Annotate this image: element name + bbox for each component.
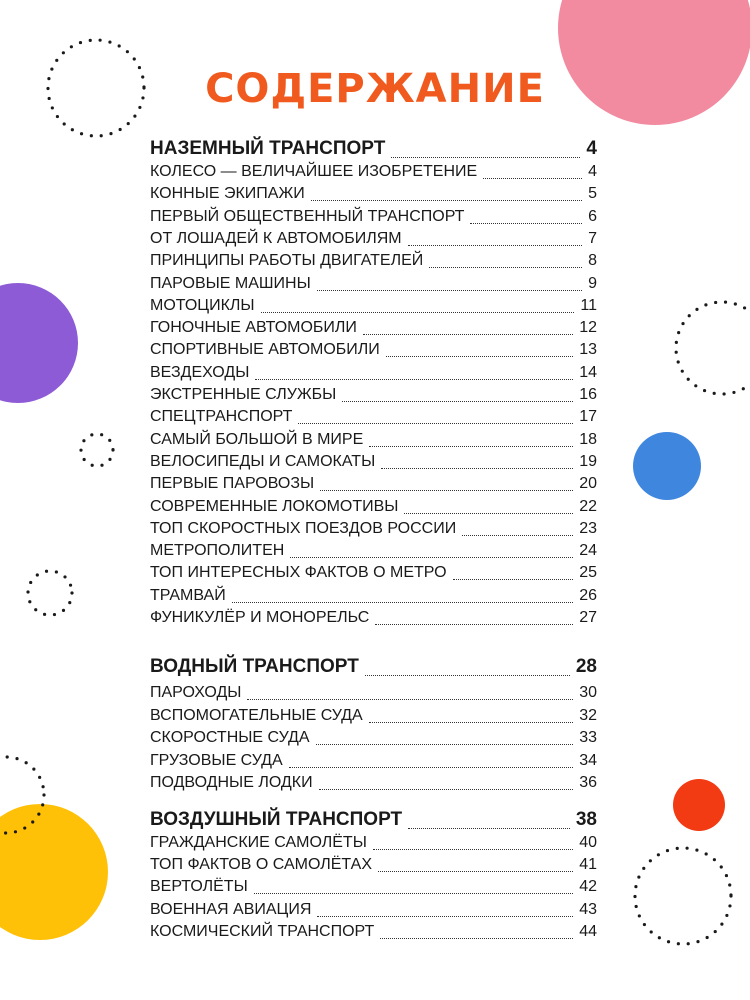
toc-entry-label: ГОНОЧНЫЕ АВТОМОБИЛИ [150, 319, 357, 337]
dot-leader [391, 156, 580, 158]
toc-entry-label: СПОРТИВНЫЕ АВТОМОБИЛИ [150, 341, 380, 359]
dot-leader [470, 222, 582, 224]
toc-entry-label: ТОП ИНТЕРЕСНЫХ ФАКТОВ О МЕТРО [150, 564, 447, 582]
toc-entry-label: ЭКСТРЕННЫЕ СЛУЖБЫ [150, 386, 337, 403]
section-heading-page-number: 28 [575, 656, 597, 677]
dot-leader [298, 422, 573, 424]
toc-entry-label: КОННЫЕ ЭКИПАЖИ [150, 185, 305, 203]
dot-leader [483, 177, 582, 179]
toc-entry[interactable] [150, 607, 597, 629]
dotted-ring-left-lower [28, 571, 72, 615]
dotted-ring-small-left [81, 434, 113, 466]
dot-leader [289, 766, 574, 768]
toc-entry[interactable] [150, 854, 597, 876]
toc-entry-page-number: 24 [579, 542, 597, 560]
toc-entry-label: МЕТРОПОЛИТЕН [150, 542, 285, 560]
toc-entry[interactable] [150, 585, 597, 607]
toc-entry-page-number: 32 [579, 706, 597, 724]
dot-leader [261, 311, 575, 313]
toc-entry[interactable] [150, 473, 597, 495]
toc-entry-page-number: 23 [579, 519, 597, 537]
toc-entry[interactable] [150, 161, 597, 183]
toc-entry-page-number: 44 [579, 922, 597, 940]
toc-entry[interactable] [150, 429, 597, 451]
toc-entry-label: ТОП СКОРОСТНЫХ ПОЕЗДОВ РОССИИ [150, 519, 457, 537]
toc-entry[interactable] [150, 228, 597, 250]
dot-leader [311, 199, 582, 201]
dot-leader [365, 674, 570, 676]
toc-entry[interactable] [150, 406, 597, 428]
toc-entry-page-number: 22 [579, 497, 597, 515]
toc-entry-label: ПРИНЦИПЫ РАБОТЫ ДВИГАТЕЛЕЙ [150, 252, 424, 270]
section-heading-page-number: 4 [586, 138, 597, 159]
toc-entry[interactable] [150, 727, 597, 749]
toc-entry-page-number: 19 [579, 452, 597, 470]
toc-entry-page-number: 9 [588, 274, 597, 292]
dot-leader [408, 244, 582, 246]
dot-leader [320, 489, 573, 491]
red-circle [673, 779, 725, 831]
dot-leader [453, 578, 574, 580]
toc-entry[interactable] [150, 750, 597, 772]
toc-entry-page-number: 13 [579, 341, 597, 359]
toc-entry-page-number: 16 [579, 386, 597, 403]
toc-entry[interactable] [150, 921, 597, 943]
dot-leader [380, 937, 573, 939]
page-title: СОДЕРЖАНИЕ [205, 66, 545, 112]
dot-leader [408, 827, 570, 829]
toc-entry-page-number: 18 [579, 430, 597, 448]
toc-entry[interactable] [150, 832, 597, 854]
toc-entry-label: КОЛЕСО — ВЕЛИЧАЙШЕЕ ИЗОБРЕТЕНИЕ [150, 163, 478, 180]
blue-circle [633, 432, 701, 500]
toc-entry-page-number: 40 [579, 834, 597, 851]
toc-entry-page-number: 14 [579, 363, 597, 381]
toc-entry-page-number: 26 [579, 586, 597, 604]
toc-entry-label: ТРАМВАЙ [150, 586, 226, 604]
toc-entry[interactable] [150, 339, 597, 361]
dot-leader [404, 512, 573, 514]
section-heading-label: ВОЗДУШНЫЙ ТРАНСПОРТ [150, 809, 403, 830]
dot-leader [363, 333, 573, 335]
toc-entry-label: ПАРОХОДЫ [150, 684, 242, 701]
toc-entry[interactable] [150, 273, 597, 295]
dot-leader [462, 534, 573, 536]
dot-leader [373, 848, 573, 850]
toc-entry[interactable] [150, 317, 597, 339]
toc-entry-page-number: 17 [579, 408, 597, 426]
toc-entry-label: ГРУЗОВЫЕ СУДА [150, 751, 283, 769]
toc-entry-label: ОТ ЛОШАДЕЙ К АВТОМОБИЛЯМ [150, 229, 402, 247]
dot-leader [429, 266, 582, 268]
dot-leader [254, 892, 573, 894]
toc-entry[interactable] [150, 496, 597, 518]
toc-entry-page-number: 20 [579, 475, 597, 493]
toc-entry-label: ВСПОМОГАТЕЛЬНЫЕ СУДА [150, 706, 363, 724]
dot-leader [375, 623, 573, 625]
purple-circle [0, 283, 78, 403]
section-heading[interactable] [150, 807, 597, 833]
toc-entry[interactable] [150, 562, 597, 584]
toc-entry[interactable] [150, 183, 597, 205]
toc-entry[interactable] [150, 705, 597, 727]
toc-entry-page-number: 43 [579, 900, 597, 918]
toc-entry-label: ВОЕННАЯ АВИАЦИЯ [150, 900, 312, 918]
toc-entry-label: ФУНИКУЛЁР И МОНОРЕЛЬС [150, 609, 370, 626]
toc-entry-label: СКОРОСТНЫЕ СУДА [150, 729, 310, 746]
dot-leader [319, 788, 574, 790]
section-heading-label: ВОДНЫЙ ТРАНСПОРТ [150, 656, 359, 677]
toc-entry[interactable] [150, 899, 597, 921]
toc-entry[interactable] [150, 518, 597, 540]
section-heading-label: НАЗЕМНЫЙ ТРАНСПОРТ [150, 138, 386, 159]
dot-leader [317, 289, 582, 291]
toc-entry-label: МОТОЦИКЛЫ [150, 296, 255, 314]
section-heading[interactable] [150, 654, 597, 680]
toc-entry-label: ГРАЖДАНСКИЕ САМОЛЁТЫ [150, 834, 367, 851]
toc-entry-page-number: 5 [588, 185, 597, 203]
section-heading-page-number: 38 [575, 809, 597, 830]
toc-entry-page-number: 41 [579, 856, 597, 874]
toc-entry-page-number: 12 [579, 319, 597, 337]
toc-entry-page-number: 25 [579, 564, 597, 582]
dot-leader [381, 467, 573, 469]
toc-entry-page-number: 6 [588, 207, 597, 225]
section-heading[interactable] [150, 136, 597, 162]
toc-entry-page-number: 34 [579, 751, 597, 769]
toc-entry-page-number: 36 [579, 774, 597, 791]
toc-entry-label: ПЕРВЫЕ ПАРОВОЗЫ [150, 475, 315, 493]
toc-entry[interactable] [150, 682, 597, 704]
toc-entry[interactable] [150, 206, 597, 228]
toc-entry-label: ПЕРВЫЙ ОБЩЕСТВЕННЫЙ ТРАНСПОРТ [150, 207, 465, 225]
toc-entry-label: САМЫЙ БОЛЬШОЙ В МИРЕ [150, 430, 364, 448]
toc-entry-page-number: 30 [579, 684, 597, 701]
toc-entry[interactable] [150, 772, 597, 794]
toc-entry-page-number: 7 [588, 229, 597, 247]
toc-entry-label: ВЕЛОСИПЕДЫ И САМОКАТЫ [150, 452, 376, 470]
dot-leader [317, 915, 573, 917]
toc-entry-label: ВЕРТОЛЁТЫ [150, 878, 248, 896]
dot-leader [386, 355, 573, 357]
dot-leader [369, 721, 574, 723]
toc-entry-page-number: 8 [588, 252, 597, 270]
toc-entry-page-number: 33 [579, 729, 597, 746]
toc-entry[interactable] [150, 876, 597, 898]
table-of-contents [150, 0, 597, 1000]
toc-entry[interactable] [150, 295, 597, 317]
toc-entry[interactable] [150, 384, 597, 406]
toc-entry[interactable] [150, 451, 597, 473]
dotted-ring-right-middle [676, 302, 750, 394]
dot-leader [232, 601, 574, 603]
toc-entry-label: ПАРОВЫЕ МАШИНЫ [150, 274, 311, 292]
toc-entry-page-number: 4 [588, 163, 597, 180]
dotted-ring-bottom-right [635, 848, 731, 944]
toc-entry-page-number: 11 [580, 296, 597, 314]
dot-leader [247, 698, 573, 700]
toc-entry-label: КОСМИЧЕСКИЙ ТРАНСПОРТ [150, 922, 375, 940]
dot-leader [316, 743, 574, 745]
dot-leader [290, 556, 573, 558]
toc-entry[interactable] [150, 362, 597, 384]
toc-entry-label: ПОДВОДНЫЕ ЛОДКИ [150, 774, 313, 791]
toc-entry-label: ТОП ФАКТОВ О САМОЛЁТАХ [150, 856, 372, 874]
dot-leader [369, 445, 573, 447]
dot-leader [378, 870, 573, 872]
dot-leader [255, 378, 573, 380]
toc-entry-label: СПЕЦТРАНСПОРТ [150, 408, 293, 426]
toc-entry-label: СОВРЕМЕННЫЕ ЛОКОМОТИВЫ [150, 497, 399, 515]
dot-leader [342, 400, 573, 402]
toc-entry-page-number: 42 [579, 878, 597, 896]
toc-entry-page-number: 27 [579, 609, 597, 626]
toc-entry[interactable] [150, 250, 597, 272]
toc-entry[interactable] [150, 540, 597, 562]
yellow-circle [0, 804, 108, 940]
toc-entry-label: ВЕЗДЕХОДЫ [150, 363, 250, 381]
